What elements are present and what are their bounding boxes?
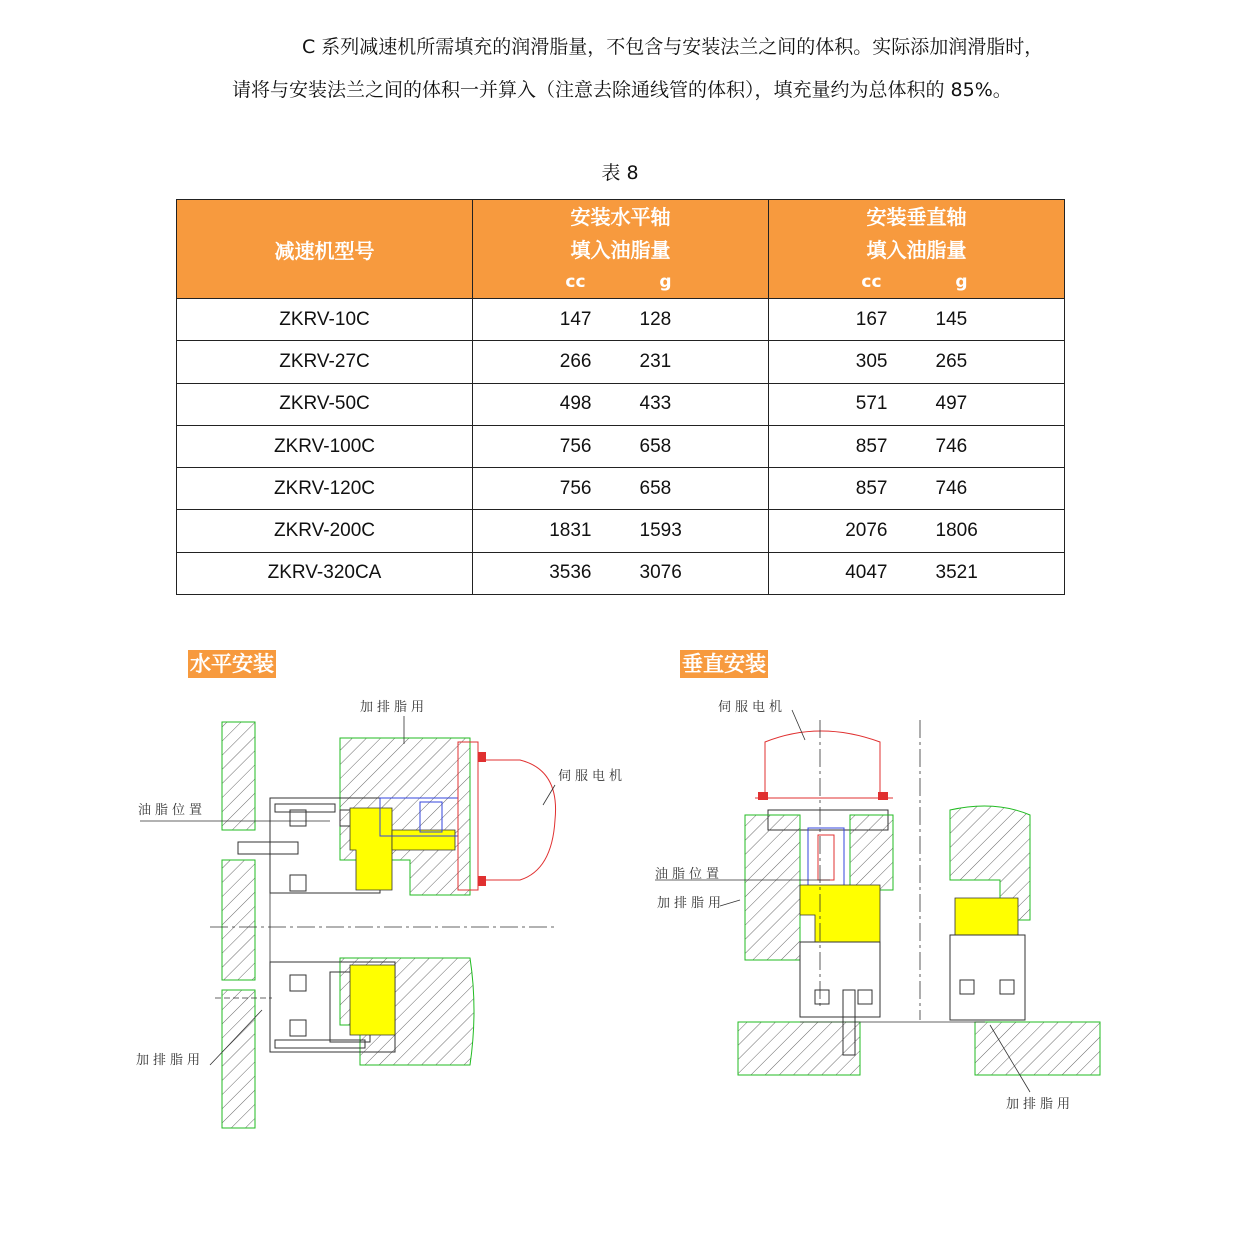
cell-horizontal: [473, 468, 769, 510]
cell-h-g: 433: [639, 393, 672, 415]
cell-model: ZKRV-50C: [177, 383, 473, 425]
cell-vertical: [769, 341, 1065, 383]
cell-v-g: 3521: [935, 562, 978, 584]
cell-model: ZKRV-320CA: [177, 552, 473, 594]
cell-h-cc: 756: [559, 435, 592, 457]
cell-horizontal: [473, 425, 769, 467]
horizontal-install-title: 水平安装: [190, 652, 274, 676]
cell-h-cc: 266: [559, 350, 592, 372]
cell-model: ZKRV-10C: [177, 299, 473, 341]
cell-v-cc: 2076: [845, 520, 888, 542]
intro-text: C 系列减速机所需填充的润滑脂量，不包含与安装法兰之间的体积。实际添加润滑脂时，请将与安装法兰之间的体积一并算入（注意去除通线管的体积），填充量约为总体积的 85%。: [232, 36, 1044, 101]
table-row: [177, 425, 1065, 467]
unit-g: g: [659, 272, 672, 292]
cell-h-g: 128: [639, 308, 672, 330]
table-row: [177, 383, 1065, 425]
label-grease-level-horizontal: 油脂位置: [138, 803, 207, 818]
label-grease-level-vertical: 油脂位置: [655, 867, 724, 882]
cell-h-g: 658: [639, 435, 672, 457]
cell-vertical: [769, 383, 1065, 425]
cell-h-g: 3076: [639, 562, 682, 584]
mount-wall: [222, 722, 255, 1128]
grease-region-bottom: [350, 965, 395, 1035]
cell-v-cc: 4047: [845, 562, 888, 584]
cell-v-g: 746: [935, 477, 968, 499]
cell-v-g: 265: [935, 350, 968, 372]
servo-motor-vertical: [765, 731, 880, 792]
cell-horizontal: [473, 552, 769, 594]
cell-h-cc: 3536: [549, 562, 592, 584]
grease-region-top: [350, 808, 392, 890]
table-row: [177, 341, 1065, 383]
table-row: [177, 299, 1065, 341]
label-fill-top: 加排脂用: [360, 700, 429, 715]
cell-v-g: 746: [935, 435, 968, 457]
intro-paragraph: [232, 26, 1062, 111]
cell-horizontal: [473, 341, 769, 383]
cell-v-cc: 305: [855, 350, 888, 372]
cell-vertical: [769, 468, 1065, 510]
vertical-base: [738, 1022, 860, 1075]
cell-v-g: 1806: [935, 520, 978, 542]
cell-vertical: [769, 552, 1065, 594]
unit-cc: cc: [861, 272, 882, 292]
cell-h-cc: 147: [559, 308, 592, 330]
unit-cc: cc: [565, 272, 586, 292]
cell-vertical: [769, 425, 1065, 467]
vertical-install-title: 垂直安装: [682, 652, 766, 676]
table-row: [177, 510, 1065, 552]
cell-model: ZKRV-27C: [177, 341, 473, 383]
cell-h-g: 231: [639, 350, 672, 372]
cell-v-cc: 857: [855, 477, 888, 499]
installation-drawings: [0, 680, 1240, 1140]
cell-h-g: 1593: [639, 520, 682, 542]
label-fill-bottom-vertical: 加排脂用: [1006, 1097, 1075, 1112]
unit-g: g: [955, 272, 968, 292]
cell-vertical: [769, 510, 1065, 552]
cell-vertical: [769, 299, 1065, 341]
cell-model: ZKRV-200C: [177, 510, 473, 552]
table-row: [177, 468, 1065, 510]
cell-v-g: 497: [935, 393, 968, 415]
label-fill-bottom-horizontal: 加排脂用: [136, 1053, 205, 1068]
cell-h-cc: 498: [559, 393, 592, 415]
label-fill-left-vertical: 加排脂用: [657, 896, 726, 911]
table-row: [177, 552, 1065, 594]
header-vertical: 安装垂直轴 填入油脂量 cc g: [769, 200, 1065, 299]
vertical-left-housing: [745, 815, 800, 960]
cell-v-cc: 857: [855, 435, 888, 457]
grease-region-vertical-right: [955, 898, 1018, 935]
label-motor-horizontal: 伺服电机: [558, 769, 627, 784]
grease-shaft-top: [392, 830, 455, 850]
cell-horizontal: [473, 510, 769, 552]
cell-h-cc: 1831: [549, 520, 592, 542]
cell-v-cc: 571: [855, 393, 888, 415]
cell-v-g: 145: [935, 308, 968, 330]
grease-region-vertical-left: [800, 885, 880, 942]
cell-model: ZKRV-120C: [177, 468, 473, 510]
grease-quantity-table: [176, 199, 1065, 595]
label-motor-vertical: 伺服电机: [718, 700, 787, 715]
cell-horizontal: [473, 383, 769, 425]
cell-horizontal: [473, 299, 769, 341]
cell-h-g: 658: [639, 477, 672, 499]
header-model: 减速机型号: [177, 200, 473, 299]
cell-model: ZKRV-100C: [177, 425, 473, 467]
cell-h-cc: 756: [559, 477, 592, 499]
header-horizontal: 安装水平轴 填入油脂量 cc g: [473, 200, 769, 299]
table-caption: 表 8: [601, 162, 639, 184]
cell-v-cc: 167: [855, 308, 888, 330]
